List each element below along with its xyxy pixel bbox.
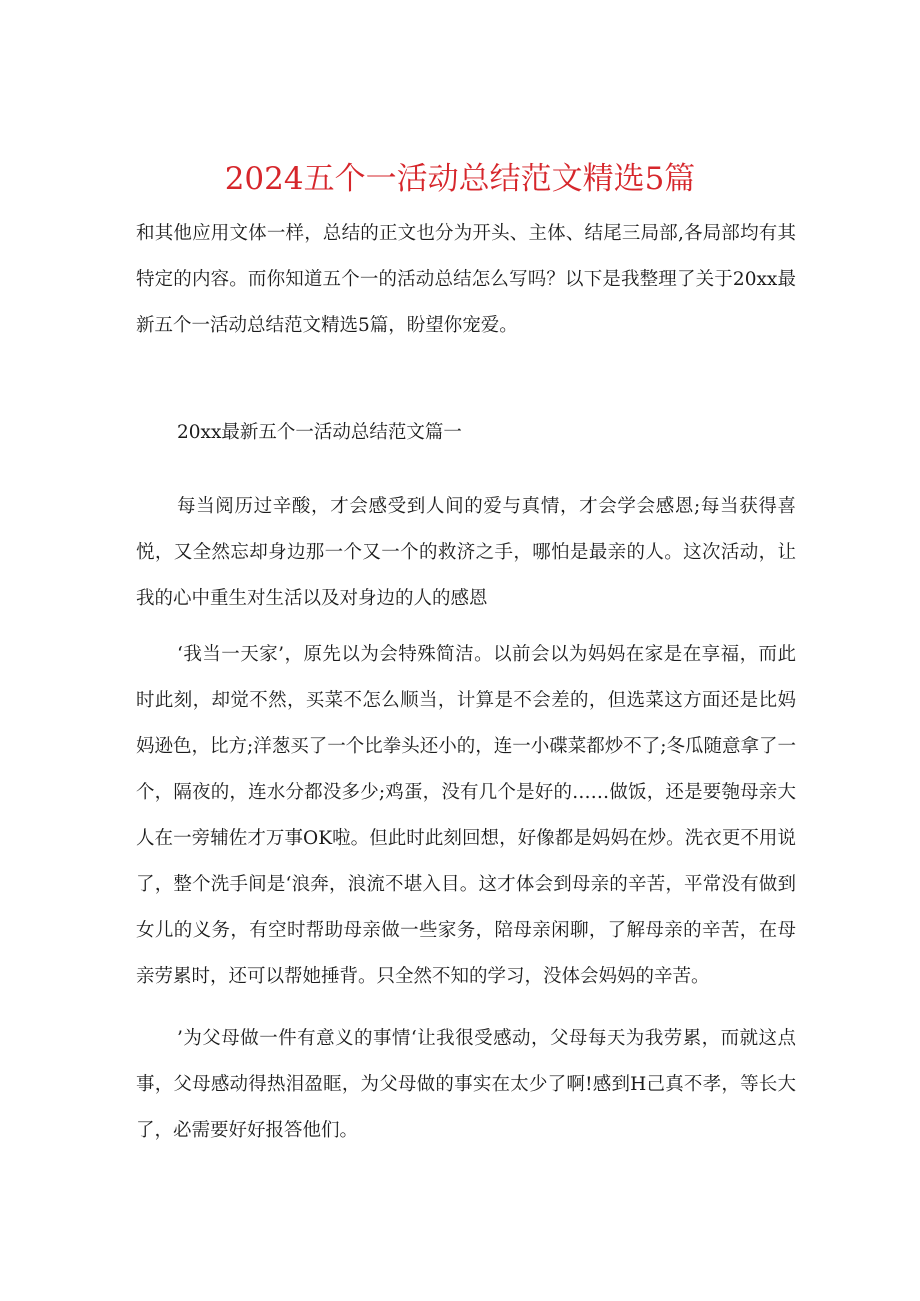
body-paragraph-2: ‘我当一天家’，原先以为会特殊简洁。以前会以为妈妈在家是在享福，而此时此刻，却觉不然，买菜不怎么顺当，计算是不会差的，但选菜这方面还是比妈妈逊色，比方;洋葱买了一个比拳头还小的，连一小碟菜都炒不了;冬瓜随意拿了一个，隔夜的，连水分都没多少;鸡蛋，没有几个是好的……做饭，还是要匏母亲大人在一旁辅佐才万事OK啦。但此时此刻回想，好像都是妈妈在炒。洗衣更不用说了，整个洗手间是‘浪奔，浪流不堪入目。这才体会到母亲的辛苦，平常没有做到女儿的义务，有空时帮助母亲做一些家务，陪母亲闲聊，了解母亲的辛苦，在母亲劳累时，还可以帮她捶背。只全然不知的学习，没体会妈妈的辛苦。	[136, 644, 796, 987]
document-title: 2024五个一活动总结范文精选5篇	[224, 160, 696, 197]
intro-paragraph: 和其他应用文体一样，总结的正文也分为开头、主体、结尾三局部,各局部均有其特定的内容。而你知道五个一的活动总结怎么写吗？以下是我整理了关于20xx最新五个一活动总结范文精选5篇，盼望你宠爱。	[136, 223, 796, 336]
section-heading: 20xx最新五个一活动总结范文篇一	[177, 422, 462, 443]
body-paragraph-1: 每当阅历过辛酸，才会感受到人间的爱与真情，才会学会感恩;每当获得喜悦，又全然忘却身边那一个又一个的救济之手，哪怕是最亲的人。这次活动，让我的心中重生对生活以及对身边的人的感恩	[136, 496, 796, 609]
body-paragraph-3: ’为父母做一件有意义的事情‘让我很受感动，父母每天为我劳累，而就这点事，父母感动得热泪盈眶，为父母做的事实在太少了啊!感到H己真不孝，等长大了，必需要好好报答他们。	[136, 1028, 796, 1141]
